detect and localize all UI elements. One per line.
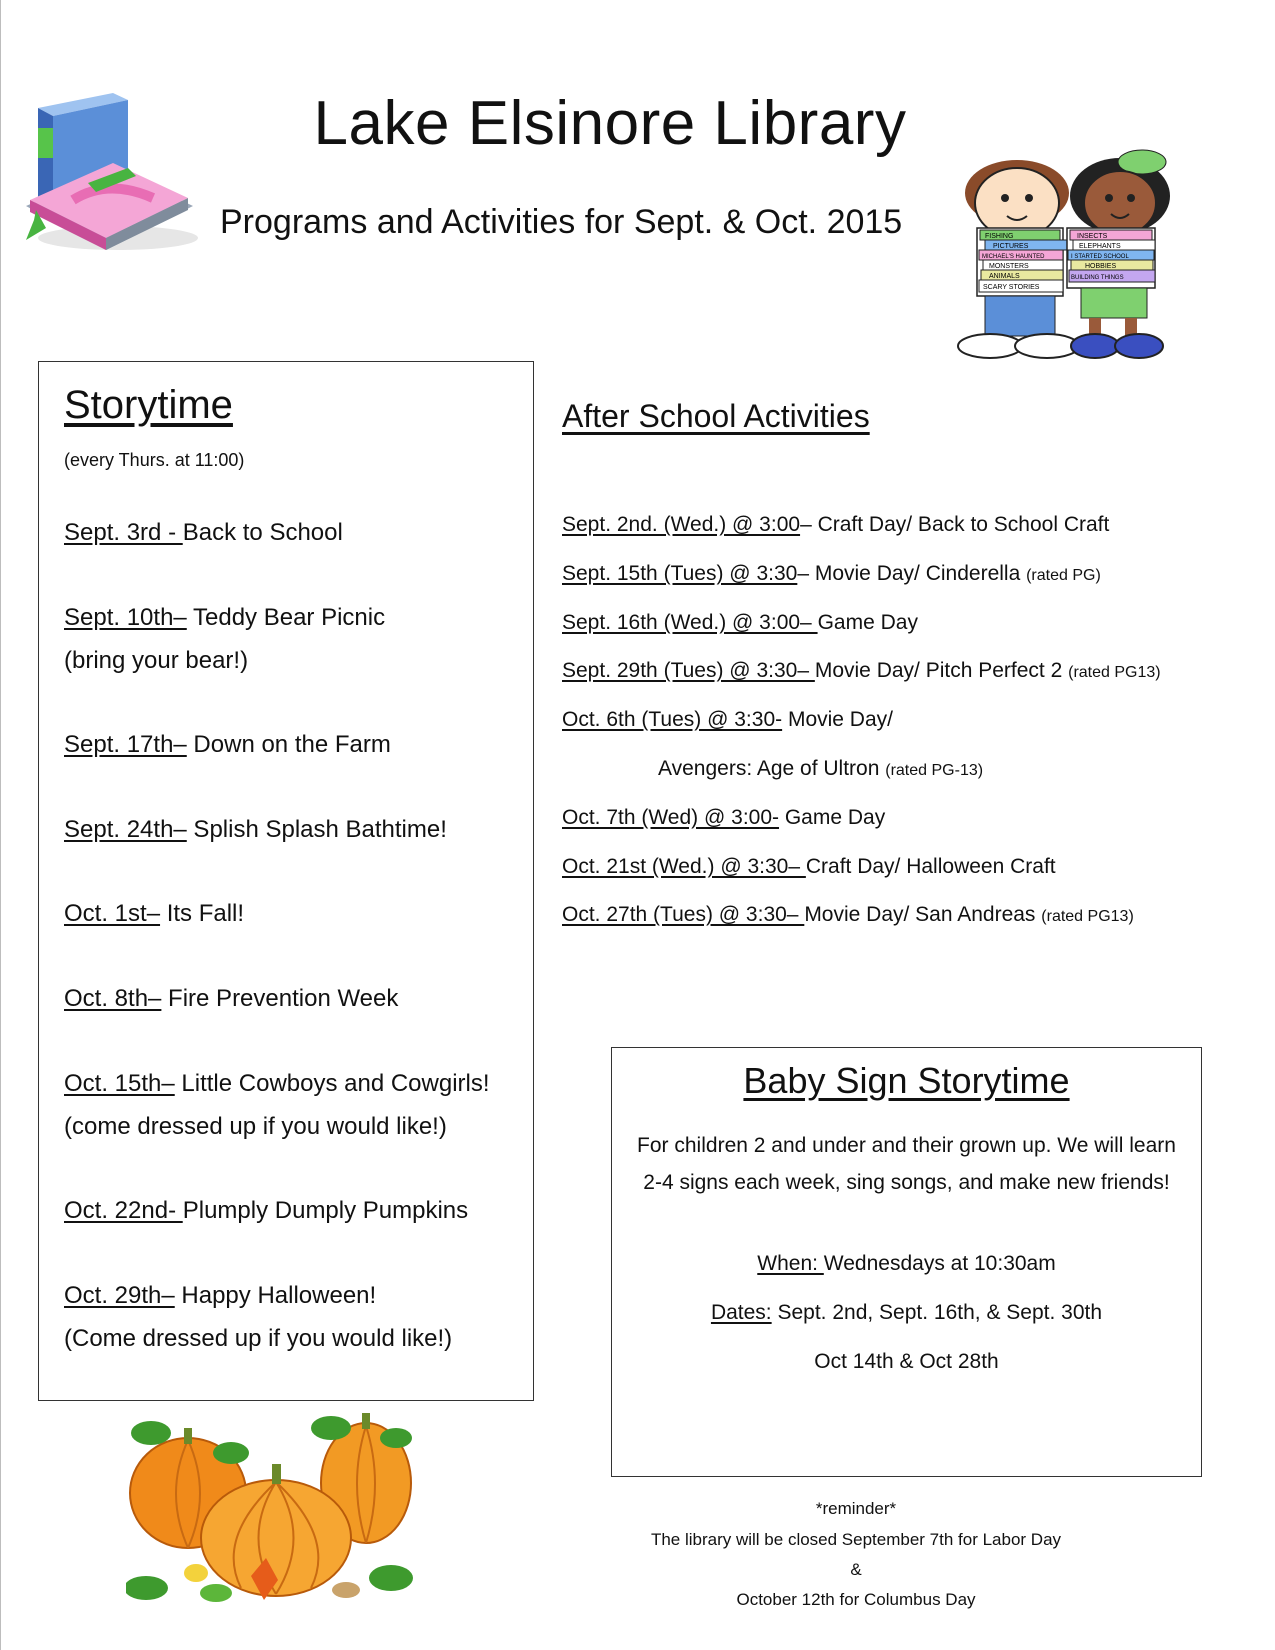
reminder-ampersand: & xyxy=(850,1560,862,1579)
activity-what: Movie Day/ San Andreas xyxy=(804,903,1042,926)
storytime-entry xyxy=(64,511,343,554)
baby-sign-heading: Baby Sign Storytime xyxy=(743,1060,1070,1101)
activity-what: Craft Day/ Halloween Craft xyxy=(805,855,1056,878)
activity-row xyxy=(562,513,1109,537)
book-label-girl: ELEPHANTS xyxy=(1079,243,1121,250)
activity-rating: (rated PG13) xyxy=(1041,908,1134,925)
page-title: Lake Elsinore Library xyxy=(313,89,907,158)
book-label-girl: I STARTED SCHOOL xyxy=(1071,254,1129,260)
activity-what: Movie Day/ Pitch Perfect 2 xyxy=(814,659,1069,682)
storytime-date: Sept. 17th– xyxy=(64,731,187,758)
storytime-entry xyxy=(64,723,391,766)
storytime-date: Sept. 24th– xyxy=(64,816,187,843)
pumpkins-clipart xyxy=(126,1408,436,1608)
books-clipart xyxy=(18,88,203,258)
baby-sign-description: For children 2 and under and their grown up. We will learn 2-4 signs each week, sing songs, and make new friends! xyxy=(637,1134,1176,1194)
dates-label: Dates: xyxy=(710,1301,772,1324)
book-label-boy: MONSTERS xyxy=(989,263,1029,270)
kids-reading-clipart xyxy=(955,148,1187,380)
storytime-entry xyxy=(64,1274,452,1360)
storytime-extra: (bring your bear!) xyxy=(64,647,249,674)
activity-continuation xyxy=(658,757,983,781)
activity-when: Sept. 29th (Tues) @ 3:30– xyxy=(562,659,815,682)
book-label-girl: HOBBIES xyxy=(1085,263,1117,270)
activity-what: Game Day xyxy=(817,611,918,634)
reminder-columbus-day: October 12th for Columbus Day xyxy=(736,1590,976,1609)
page-edge xyxy=(0,0,1,1650)
storytime-date: Oct. 8th– xyxy=(64,985,162,1012)
activity-when: Oct. 7th (Wed) @ 3:00- xyxy=(562,806,780,829)
book-label-boy: PICTURES xyxy=(993,243,1029,250)
storytime-entry xyxy=(64,596,385,682)
baby-sign-more-dates: Oct 14th & Oct 28th xyxy=(814,1350,999,1373)
storytime-extra: (come dressed up if you would like!) xyxy=(64,1113,447,1140)
reminder-label: *reminder* xyxy=(815,1499,897,1518)
after-school-heading: After School Activities xyxy=(562,398,870,434)
book-label-boy: ANIMALS xyxy=(989,273,1020,280)
storytime-extra: (Come dressed up if you would like!) xyxy=(64,1325,453,1352)
storytime-entry xyxy=(64,1062,490,1148)
activity-what: – Movie Day/ Cinderella xyxy=(797,562,1027,585)
when-label: When: xyxy=(757,1252,824,1275)
activity-when: Oct. 21st (Wed.) @ 3:30– xyxy=(562,855,806,878)
storytime-title: Plumply Dumply Pumpkins xyxy=(182,1197,469,1224)
storytime-entry xyxy=(64,892,244,935)
storytime-title: Back to School xyxy=(182,519,343,546)
storytime-title: Teddy Bear Picnic xyxy=(186,604,386,631)
storytime-date: Sept. 3rd - xyxy=(64,519,183,546)
activity-row xyxy=(562,855,1056,879)
storytime-entry xyxy=(64,808,447,851)
activity-row xyxy=(562,903,1134,927)
storytime-entry xyxy=(64,1189,468,1232)
activity-what: Movie Day/ xyxy=(782,708,893,731)
activity-row xyxy=(562,806,885,830)
activity-rating: (rated PG) xyxy=(1026,567,1101,584)
storytime-date: Oct. 22nd- xyxy=(64,1197,183,1224)
storytime-schedule-note: (every Thurs. at 11:00) xyxy=(64,450,245,470)
book-label-boy: SCARY STORIES xyxy=(983,284,1040,291)
activity-rating: (rated PG-13) xyxy=(885,762,984,779)
storytime-title: Little Cowboys and Cowgirls! xyxy=(174,1070,490,1097)
activity-when: Sept. 15th (Tues) @ 3:30 xyxy=(562,562,798,585)
activity-what: Game Day xyxy=(779,806,886,829)
baby-sign-heading-wrap xyxy=(611,1060,1202,1102)
book-label-boy: MICHAEL'S HAUNTED xyxy=(982,254,1045,260)
book-label-girl: INSECTS xyxy=(1077,233,1108,240)
page-subtitle: Programs and Activities for Sept. & Oct. 2015 xyxy=(220,203,903,241)
activity-what: Avengers: Age of Ultron xyxy=(658,757,886,780)
storytime-date: Sept. 10th– xyxy=(64,604,187,631)
when-value: Wednesdays at 10:30am xyxy=(823,1252,1056,1275)
reminder-labor-day: The library will be closed September 7th for Labor Day xyxy=(650,1530,1062,1549)
activity-rating: (rated PG13) xyxy=(1068,664,1161,681)
activity-when: Sept. 2nd. (Wed.) @ 3:00 xyxy=(562,513,801,536)
activity-row xyxy=(562,611,918,635)
baby-sign-dates xyxy=(611,1301,1202,1325)
dates-value: Sept. 2nd, Sept. 16th, & Sept. 30th xyxy=(771,1301,1103,1324)
activity-what: – Craft Day/ Back to School Craft xyxy=(800,513,1110,536)
storytime-date: Oct. 15th– xyxy=(64,1070,175,1097)
storytime-entry xyxy=(64,977,398,1020)
storytime-date: Oct. 1st– xyxy=(64,900,161,927)
book-label-girl: BUILDING THINGS xyxy=(1071,275,1124,281)
activity-when: Sept. 16th (Wed.) @ 3:00– xyxy=(562,611,818,634)
activity-when: Oct. 27th (Tues) @ 3:30– xyxy=(562,903,805,926)
storytime-heading: Storytime xyxy=(64,383,233,427)
storytime-title: Fire Prevention Week xyxy=(161,985,399,1012)
baby-sign-when xyxy=(611,1252,1202,1276)
storytime-title: Happy Halloween! xyxy=(174,1282,377,1309)
activity-row xyxy=(562,562,1101,586)
storytime-title: Down on the Farm xyxy=(186,731,391,758)
storytime-title: Splish Splash Bathtime! xyxy=(186,816,447,843)
book-label-boy: FISHING xyxy=(985,233,1014,240)
activity-row xyxy=(562,708,893,732)
activity-row xyxy=(562,659,1161,683)
storytime-title: Its Fall! xyxy=(160,900,245,927)
activity-when: Oct. 6th (Tues) @ 3:30- xyxy=(562,708,783,731)
storytime-date: Oct. 29th– xyxy=(64,1282,175,1309)
